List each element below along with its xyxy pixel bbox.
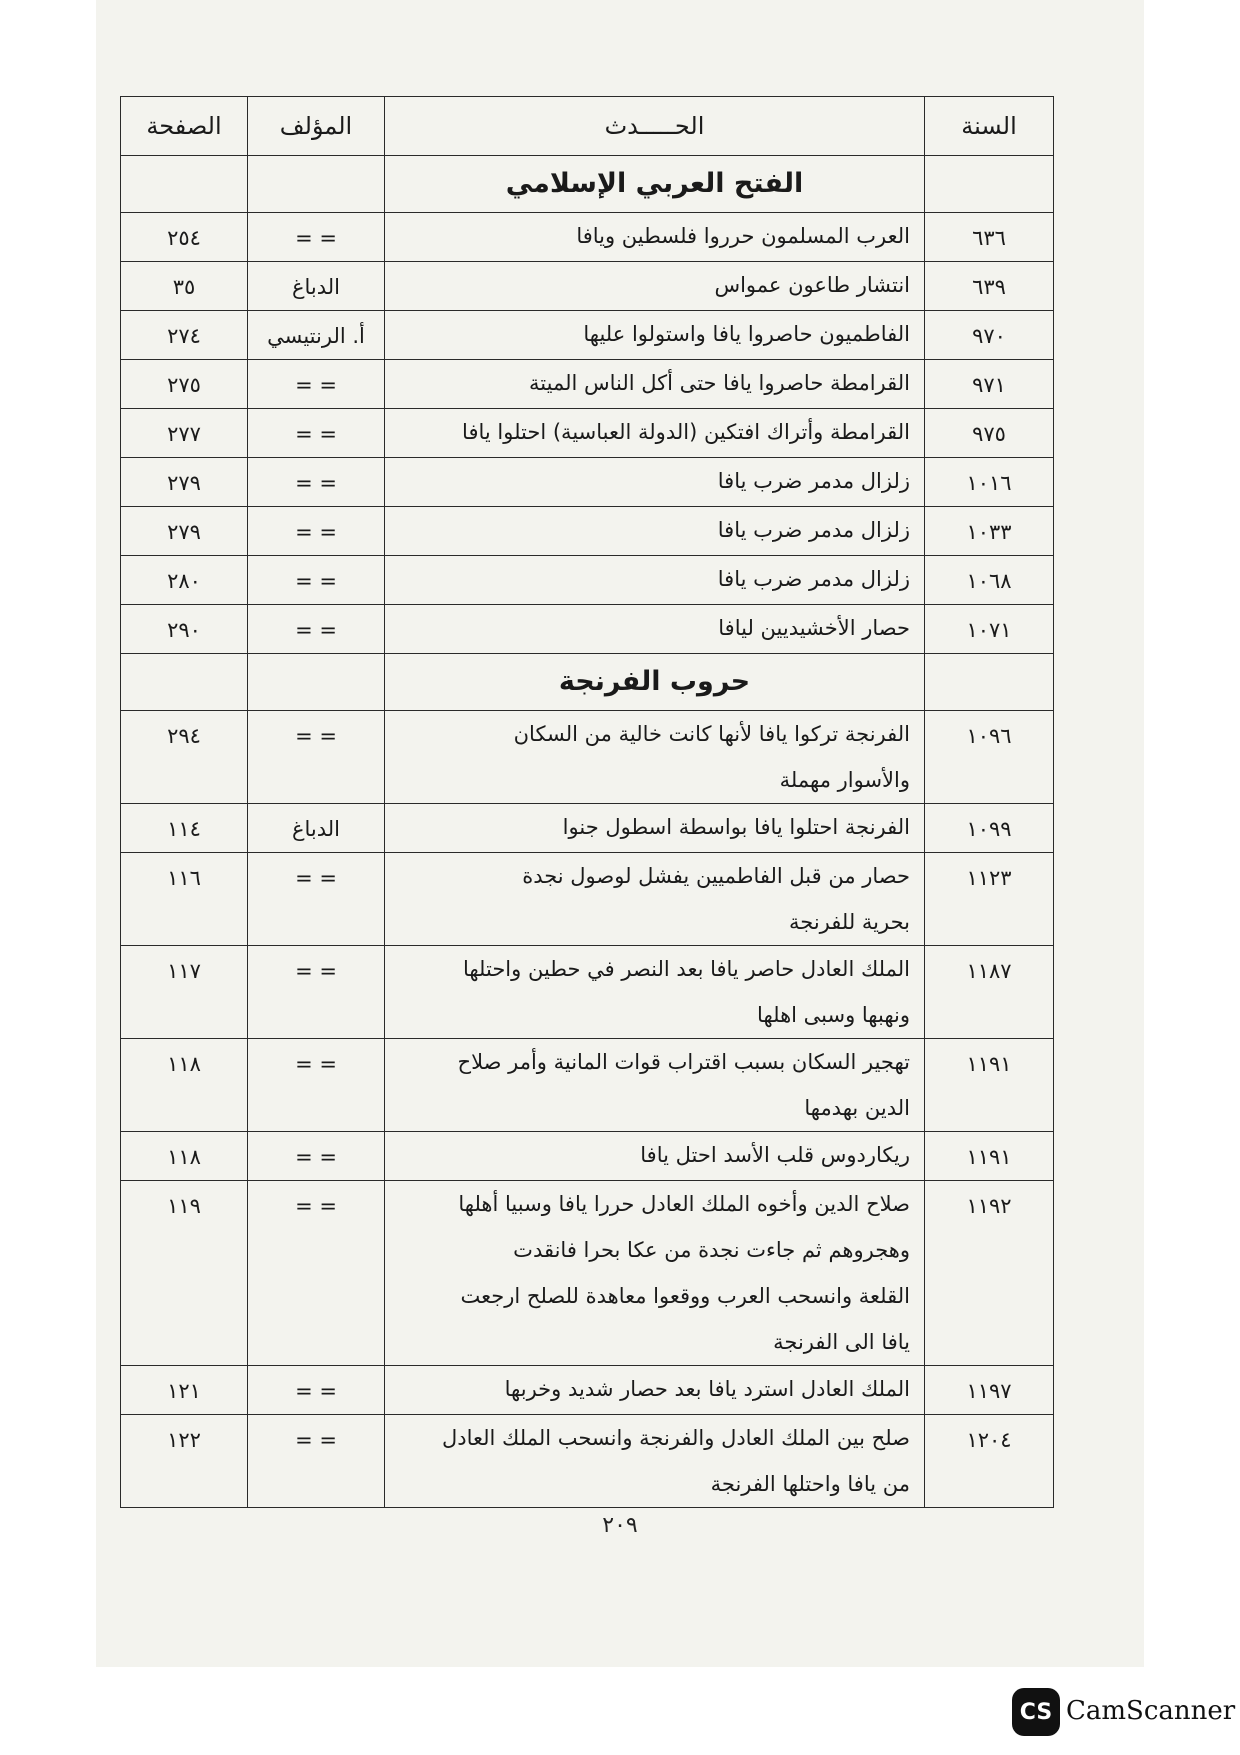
table-row [121, 213, 1054, 262]
page-cell [121, 946, 248, 1039]
page-number: ٢٠٩ [602, 1513, 638, 1538]
table-row [121, 262, 1054, 311]
event-cell-text: زلزال مدمر ضرب يافا [717, 567, 910, 591]
year-cell [925, 556, 1054, 605]
event-cell-text: صلح بين الملك العادل والفرنجة وانسحب الملك العادل من يافا واحتلها الفرنجة [442, 1426, 910, 1496]
author-cell-text: = = [295, 724, 337, 748]
year-cell [925, 711, 1054, 804]
page-cell-text: ١٢١ [167, 1379, 201, 1403]
year-cell-text: ١١٩٧ [966, 1379, 1012, 1403]
event-cell-text: الفاطميون حاصروا يافا واستولوا عليها [583, 322, 910, 346]
camscanner-logo-icon: CS [1012, 1688, 1060, 1736]
year-cell [925, 311, 1054, 360]
event-cell-text: زلزال مدمر ضرب يافا [717, 518, 910, 542]
page-cell-text: ١١٦ [167, 866, 201, 890]
table-row [121, 1039, 1054, 1132]
year-cell-text: ٦٣٦ [972, 226, 1006, 250]
author-cell-text: الدباغ [291, 817, 341, 841]
year-cell [925, 213, 1054, 262]
year-cell [925, 507, 1054, 556]
page-cell [121, 360, 248, 409]
table-row [121, 409, 1054, 458]
event-cell [385, 311, 925, 360]
event-cell-text: العرب المسلمون حرروا فلسطين ويافا [576, 224, 910, 248]
author-cell [248, 853, 385, 946]
author-cell-text: = = [295, 1052, 337, 1076]
page-cell-text: ١١٧ [167, 959, 201, 983]
year-cell-text: ١٠٩٦ [966, 724, 1012, 748]
author-cell [248, 262, 385, 311]
table-row [121, 946, 1054, 1039]
events-table [120, 96, 1054, 1508]
author-cell-text: = = [295, 866, 337, 890]
camscanner-label: CamScanner [1066, 1696, 1236, 1726]
event-cell [385, 1415, 925, 1508]
page-cell [121, 1181, 248, 1366]
page-cell-text: ٢٧٤ [167, 324, 201, 348]
page-cell [121, 507, 248, 556]
event-cell [385, 1181, 925, 1366]
event-cell-text: صلاح الدين وأخوه الملك العادل حررا يافا وسبيا أهلها وهجروهم ثم جاءت نجدة من عكا بحرا فانقدت القلعة وانسحب العرب ووقعوا معاهدة للصلح ارجعت يافا الى الفرنجة [458, 1192, 910, 1354]
event-cell-text: حصار الأخشيديين ليافا [718, 616, 910, 640]
year-cell-text: ١٠١٦ [966, 471, 1012, 495]
author-cell [248, 360, 385, 409]
empty-cell [248, 156, 385, 213]
page-cell-text: ١١٨ [167, 1052, 201, 1076]
event-cell-text: الملك العادل حاصر يافا بعد النصر في حطين واحتلها ونهبها وسبى اهلها [462, 957, 910, 1027]
page-cell [121, 1132, 248, 1181]
event-cell [385, 213, 925, 262]
page-cell-text: ١١٩ [167, 1194, 201, 1218]
author-cell [248, 946, 385, 1039]
year-cell-text: ٩٧١ [972, 373, 1006, 397]
year-cell [925, 458, 1054, 507]
author-cell [248, 556, 385, 605]
table-row [121, 311, 1054, 360]
author-cell-text: = = [295, 1379, 337, 1403]
author-cell-text: = = [295, 618, 337, 642]
page-cell [121, 605, 248, 654]
page-cell-text: ٢٥٤ [167, 226, 201, 250]
author-cell [248, 1366, 385, 1415]
table-row [121, 507, 1054, 556]
header-page: الصفحة [121, 97, 248, 156]
table-header [121, 97, 1054, 156]
year-cell [925, 946, 1054, 1039]
event-cell [385, 409, 925, 458]
section-cell [385, 654, 925, 711]
year-cell [925, 1132, 1054, 1181]
year-cell [925, 853, 1054, 946]
table-row [121, 1132, 1054, 1181]
page-cell-text: ٢٧٧ [167, 422, 201, 446]
page-cell-text: ١١٨ [167, 1145, 201, 1169]
page-cell [121, 711, 248, 804]
event-cell-text: الملك العادل استرد يافا بعد حصار شديد وخربها [504, 1377, 910, 1401]
page-cell-text: ٢٧٩ [167, 520, 201, 544]
section-title: حروب الفرنجة [558, 666, 751, 697]
page-cell [121, 853, 248, 946]
author-cell-text: = = [295, 959, 337, 983]
table-body [121, 156, 1054, 1508]
year-cell-text: ٦٣٩ [972, 275, 1006, 299]
table-row [121, 605, 1054, 654]
author-cell-text: = = [295, 1194, 337, 1218]
table-row [121, 804, 1054, 853]
author-cell [248, 605, 385, 654]
page-cell [121, 804, 248, 853]
event-cell-text: الفرنجة احتلوا يافا بواسطة اسطول جنوا [562, 815, 910, 839]
author-cell [248, 213, 385, 262]
author-cell [248, 1181, 385, 1366]
author-cell-text: = = [295, 569, 337, 593]
author-cell [248, 1132, 385, 1181]
event-cell [385, 711, 925, 804]
page-cell-text: ٢٧٩ [167, 471, 201, 495]
page-cell-text: ١١٤ [167, 817, 201, 841]
author-cell [248, 458, 385, 507]
year-cell [925, 1366, 1054, 1415]
author-cell [248, 1039, 385, 1132]
year-cell [925, 409, 1054, 458]
page-cell-text: ٢٧٥ [167, 373, 201, 397]
year-cell [925, 1039, 1054, 1132]
page-cell [121, 311, 248, 360]
author-cell-text: = = [295, 422, 337, 446]
event-cell [385, 360, 925, 409]
header-author: المؤلف [248, 97, 385, 156]
event-cell [385, 605, 925, 654]
event-cell-text: تهجير السكان بسبب اقتراب قوات المانية وأمر صلاح الدين بهدمها [457, 1050, 910, 1120]
section-row [121, 156, 1054, 213]
event-cell [385, 1366, 925, 1415]
event-cell [385, 853, 925, 946]
event-cell-text: القرامطة وأتراك افتكين (الدولة العباسية) احتلوا يافا [462, 420, 910, 444]
year-cell [925, 262, 1054, 311]
page-cell [121, 1366, 248, 1415]
event-cell [385, 507, 925, 556]
year-cell-text: ١٠٣٣ [966, 520, 1012, 544]
table-row [121, 1181, 1054, 1366]
table-row [121, 1415, 1054, 1508]
table-row [121, 853, 1054, 946]
event-cell-text: زلزال مدمر ضرب يافا [717, 469, 910, 493]
year-cell [925, 1415, 1054, 1508]
author-cell [248, 409, 385, 458]
year-cell-text: ١١٢٣ [966, 866, 1012, 890]
author-cell-text: = = [295, 1145, 337, 1169]
empty-cell [925, 654, 1054, 711]
author-cell-text: الدباغ [291, 275, 341, 299]
page-cell [121, 409, 248, 458]
page-cell-text: ٢٩٤ [167, 724, 201, 748]
header-event: الحـــــدث [385, 97, 925, 156]
year-cell-text: ٩٧٠ [972, 324, 1006, 348]
author-cell [248, 804, 385, 853]
event-cell-text: ريكاردوس قلب الأسد احتل يافا [640, 1143, 910, 1167]
page-cell [121, 1039, 248, 1132]
author-cell [248, 711, 385, 804]
page-cell-text: ٢٩٠ [167, 618, 201, 642]
year-cell-text: ٩٧٥ [972, 422, 1006, 446]
section-row [121, 654, 1054, 711]
event-cell [385, 804, 925, 853]
empty-cell [248, 654, 385, 711]
year-cell-text: ١١٩٢ [966, 1194, 1012, 1218]
year-cell-text: ١٢٠٤ [966, 1428, 1012, 1452]
author-cell [248, 1415, 385, 1508]
table-row [121, 360, 1054, 409]
year-cell-text: ١٠٩٩ [966, 817, 1012, 841]
event-cell-text: القرامطة حاصروا يافا حتى أكل الناس الميتة [529, 371, 910, 395]
author-cell [248, 507, 385, 556]
page-cell [121, 213, 248, 262]
page-cell [121, 1415, 248, 1508]
author-cell-text: = = [295, 471, 337, 495]
event-cell-text: انتشار طاعون عمواس [714, 273, 910, 297]
empty-cell [121, 156, 248, 213]
table-row [121, 711, 1054, 804]
page-cell [121, 458, 248, 507]
section-cell [385, 156, 925, 213]
page-cell [121, 556, 248, 605]
event-cell [385, 262, 925, 311]
page-cell-text: ٣٥ [172, 275, 196, 299]
event-cell [385, 458, 925, 507]
event-cell [385, 556, 925, 605]
year-cell [925, 1181, 1054, 1366]
author-cell-text: = = [295, 1428, 337, 1452]
page-cell-text: ٢٨٠ [167, 569, 201, 593]
empty-cell [925, 156, 1054, 213]
author-cell-text: = = [295, 226, 337, 250]
author-cell-text: = = [295, 520, 337, 544]
year-cell-text: ١١٩١ [966, 1145, 1012, 1169]
year-cell-text: ١١٨٧ [966, 959, 1012, 983]
author-cell [248, 311, 385, 360]
table-row [121, 556, 1054, 605]
header-year: السنة [925, 97, 1054, 156]
year-cell-text: ١١٩١ [966, 1052, 1012, 1076]
event-cell-text: الفرنجة تركوا يافا لأنها كانت خالية من السكان والأسوار مهملة [513, 722, 910, 792]
event-cell [385, 1039, 925, 1132]
year-cell [925, 804, 1054, 853]
year-cell [925, 605, 1054, 654]
year-cell [925, 360, 1054, 409]
event-cell [385, 1132, 925, 1181]
event-cell-text: حصار من قبل الفاطميين يفشل لوصول نجدة بحرية للفرنجة [522, 864, 910, 934]
event-cell [385, 946, 925, 1039]
year-cell-text: ١٠٦٨ [966, 569, 1012, 593]
table-row [121, 1366, 1054, 1415]
author-cell-text: أ. الرنتيسي [267, 324, 365, 348]
author-cell-text: = = [295, 373, 337, 397]
year-cell-text: ١٠٧١ [966, 618, 1012, 642]
page-cell [121, 262, 248, 311]
table-row [121, 458, 1054, 507]
page-cell-text: ١٢٢ [167, 1428, 201, 1452]
section-title: الفتح العربي الإسلامي [505, 168, 804, 199]
empty-cell [121, 654, 248, 711]
